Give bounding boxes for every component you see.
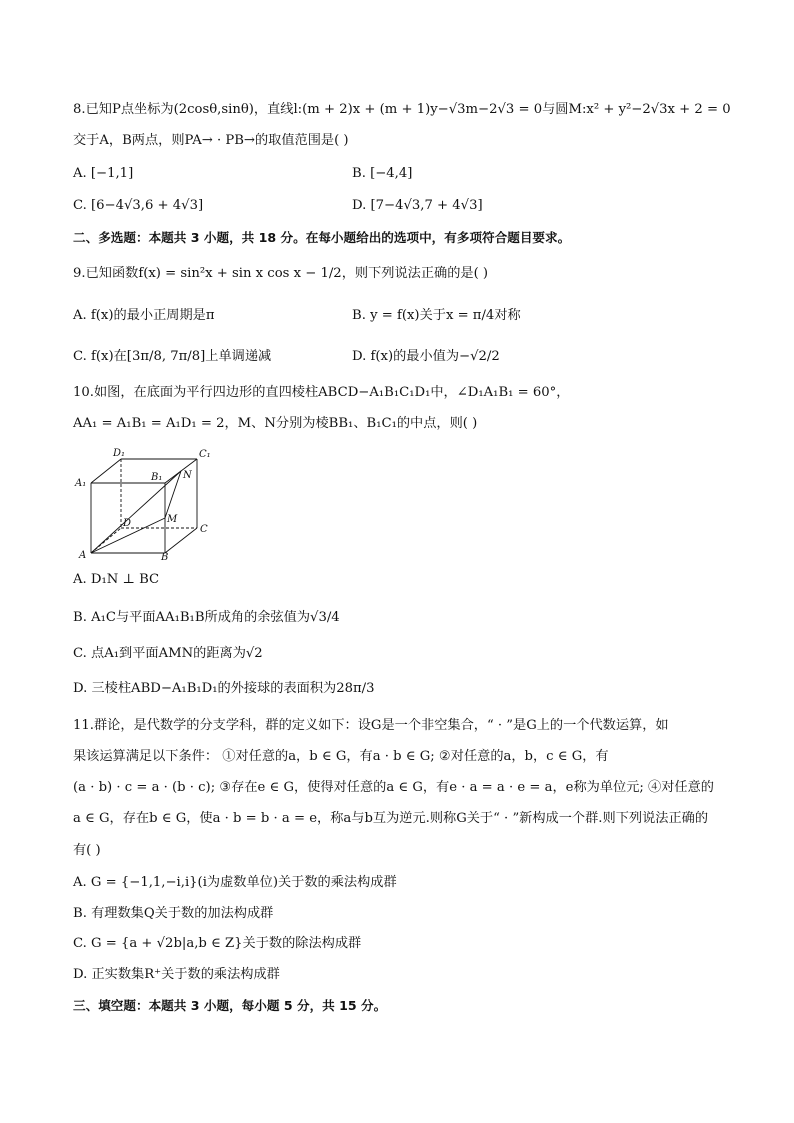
label-c1: C₁	[199, 449, 211, 460]
q11-option-d: D. 正实数集R⁺关于数的乘法构成群	[73, 967, 280, 982]
label-a1: A₁	[75, 478, 87, 489]
q11-option-a: A. G = {−1,1,−i,i}(i为虚数单位)关于数的乘法构成群	[73, 875, 397, 890]
q9-option-d: D. f(x)的最小值为−√2/2	[352, 349, 500, 364]
q8-stem-line1: 8.已知P点坐标为(2cosθ,sinθ)，直线l:(m + 2)x + (m + 1)y−√3m−2√3 = 0与圆M:x² + y²−2√3x + 2 = 0	[73, 102, 731, 117]
q10-option-d: D. 三棱柱ABD−A₁B₁D₁的外接球的表面积为28π/3	[73, 681, 375, 696]
q8-option-a: A. [−1,1]	[73, 166, 134, 181]
q11-option-c: C. G = {a + √2b|a,b ∈ Z}关于数的除法构成群	[73, 936, 362, 951]
q10-stem-line1: 10.如图，在底面为平行四边形的直四棱柱ABCD−A₁B₁C₁D₁中，∠D₁A₁B₁ = 60°，	[73, 385, 570, 400]
q10-stem-line2: AA₁ = A₁B₁ = A₁D₁ = 2，M、N分别为棱BB₁、B₁C₁的中点，则( )	[73, 416, 478, 431]
edge-a1-d1	[91, 459, 121, 483]
q11-line3: (a · b) · c = a · (b · c); ③存在e ∈ G，使得对任意的a ∈ G，有e · a = a · e = a，e称为单位元; ④对任意的	[73, 780, 714, 795]
q11-line4: a ∈ G，存在b ∈ G，使a · b = b · a = e，称a与b互为逆元.则称G关于“ · ”新构成一个群.则下列说法正确的	[73, 811, 708, 826]
section-multiple-choice-header: 二、多选题：本题共 3 小题，共 18 分。在每小题给出的选项中，有多项符合题目要求。	[73, 230, 571, 245]
q10-option-b: B. A₁C与平面AA₁B₁B所成角的余弦值为√3/4	[73, 610, 340, 625]
q8-stem-line2: 交于A，B两点，则PA→ · PB→的取值范围是( )	[73, 133, 349, 148]
q10-option-c: C. 点A₁到平面AMN的距离为√2	[73, 646, 263, 661]
label-d: D	[123, 518, 132, 529]
label-d1: D₁	[113, 448, 126, 459]
label-b: B	[161, 552, 169, 563]
prism-figure	[73, 448, 213, 563]
q11-line5: 有( )	[73, 843, 101, 858]
prism-diagram	[73, 448, 213, 563]
q11-line1: 11.群论，是代数学的分支学科，群的定义如下：设G是一个非空集合，“ · ”是G上的一个代数运算，如	[73, 718, 669, 733]
q8-option-d: D. [7−4√3,7 + 4√3]	[352, 198, 483, 213]
q11-line2: 果该运算满足以下条件： ①对任意的a，b ∈ G，有a · b ∈ G; ②对任意的a，b，c ∈ G，有	[73, 749, 609, 764]
q9-option-b: B. y = f(x)关于x = π/4对称	[352, 308, 521, 323]
q11-option-b: B. 有理数集Q关于数的加法构成群	[73, 906, 274, 921]
q9-option-c: C. f(x)在[3π/8, 7π/8]上单调递减	[73, 349, 272, 364]
edge-b-c	[165, 528, 197, 553]
label-c: C	[200, 524, 208, 535]
q8-option-b: B. [−4,4]	[352, 166, 413, 181]
q9-stem: 9.已知函数f(x) = sin²x + sin x cos x − 1/2，则下列说法正确的是( )	[73, 266, 489, 281]
section-fill-in-header: 三、填空题：本题共 3 小题，每小题 5 分，共 15 分。	[73, 998, 387, 1013]
q9-option-a: A. f(x)的最小正周期是π	[73, 308, 215, 323]
label-b1: B₁	[151, 472, 163, 483]
q10-option-a: A. D₁N ⊥ BC	[73, 572, 160, 587]
label-n: N	[183, 470, 192, 481]
label-m: M	[167, 514, 178, 525]
q8-option-c: C. [6−4√3,6 + 4√3]	[73, 198, 204, 213]
label-a: A	[79, 550, 87, 561]
